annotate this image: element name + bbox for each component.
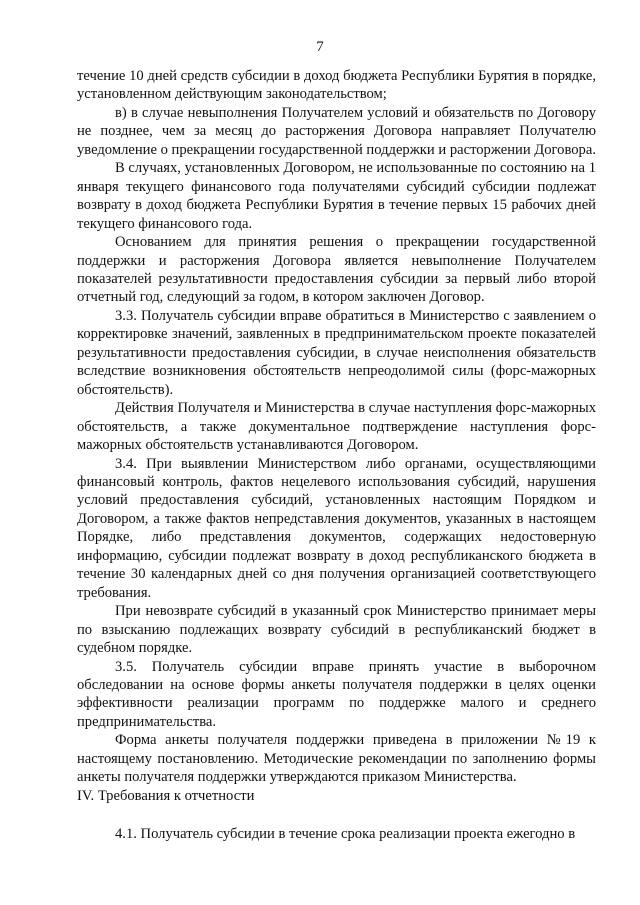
paragraph-4-1: 4.1. Получатель субсидии в течение срока реализации проекта ежегодно в [115,826,576,843]
paragraph-item-v: в) в случае невыполнения Получателем условий и обязательств по Договору не позднее, чем за месяц до расторжения Договора направляет Получателю уведомление о прекращении государственной поддержки и расторжении Договора. [77,104,596,158]
paragraph-force-majeure: Действия Получателя и Министерства в случае наступления форс-мажорных обстоятельств, а также документальное подтверждение наступления форс-мажорных обстоятельств устанавливаются Договором. [77,400,596,454]
page-number: 7 [316,39,324,55]
paragraph-termination-grounds: Основанием для принятия решения о прекращении государственной поддержки и расторжения Договора является невыполнение Получателем показателей результативности предоставления субсидии за первый либо второй отчетный год, следующий за годом, в котором заключен Договор. [77,234,596,306]
paragraph-3-5: 3.5. Получатель субсидии вправе принять участие в выборочном обследовании на основе формы анкеты получателя поддержки в целях оценки эффективности реализации программ по поддержке малого и среднего предпринимательства. [77,658,596,730]
paragraph-3-3: 3.3. Получатель субсидии вправе обратиться в Министерство с заявлением о корректировке значений, заявленных в предпринимательском проекте показателей результативности предоставления субсидии, в случае неисполнения обязательств вследствие возникновения обстоятельств непреодолимой силы (форс-мажорных обстоятельств). [77,307,596,398]
paragraph-3-4: 3.4. При выявлении Министерством либо органами, осуществляющими финансовый контроль, фактов нецелевого использования субсидий, нарушения условий предоставления субсидий, установленных настоящим Порядком и Договором, а также фактов непредставления документов, указанных в настоящем Порядке, либо представления документов, содержащих недостоверную информацию, субсидии подлежат возврату в доход республиканского бюджета в течение 30 календарных дней со дня получения организацией соответствующего требования. [77,455,596,601]
document-body [77,67,596,844]
paragraph-survey-form: Форма анкеты получателя поддержки приведена в приложении №19 к настоящему постановлению. Методические рекомендации по заполнению формы анкеты получателя поддержки утверждаются приказом Министерства. [77,732,596,786]
paragraph-continuation: течение 10 дней средств субсидии в доход бюджета Республики Бурятия в порядке, установленном действующим законодательством; [77,68,596,103]
section-heading: IV. Требования к отчетности [77,787,255,804]
paragraph-unused-subsidies: В случаях, установленных Договором, не использованные по состоянию на 1 января текущего финансового года получателями субсидий субсидии подлежат возврату в доход бюджета Республики Бурятия в течение первых 15 рабочих дней текущего финансового года. [77,160,596,232]
paragraph-non-return: При невозврате субсидий в указанный срок Министерство принимает меры по взысканию подлежащих возврату субсидий в республиканский бюджет в судебном порядке. [77,603,596,657]
